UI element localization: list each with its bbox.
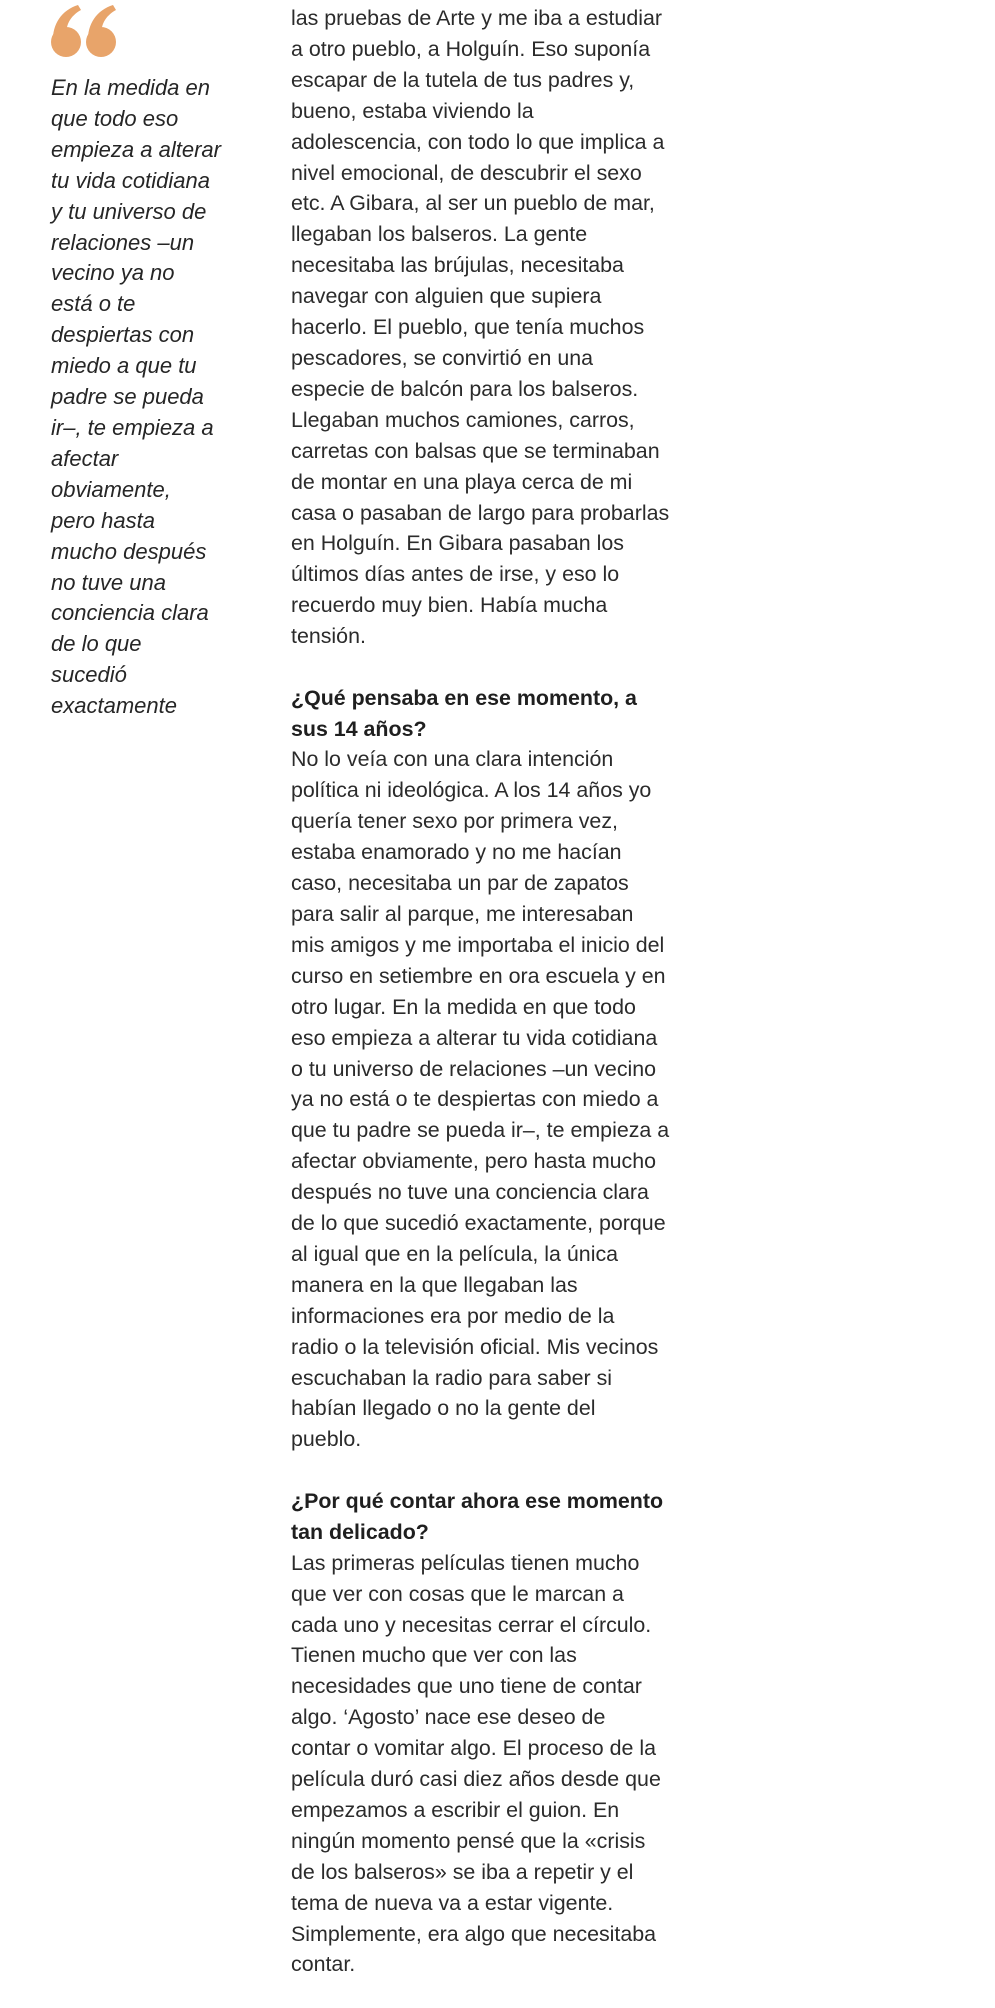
text-line: navegar con alguien que supiera xyxy=(291,284,602,309)
text-line: Tienen mucho que ver con las xyxy=(291,1643,577,1668)
text-line: ¿Qué pensaba en ese momento, a xyxy=(291,685,637,710)
text-line: llegaban los balseros. La gente xyxy=(291,222,588,247)
pull-quote-line: empieza a alterar xyxy=(51,136,221,162)
text-line: estaba enamorado y no me hacían xyxy=(291,840,622,865)
text-line: empezamos a escribir el guion. En xyxy=(291,1797,620,1822)
pull-quote-line: tu vida cotidiana xyxy=(51,167,210,193)
open-quote-icon xyxy=(50,2,122,60)
text-line: habían llegado o no la gente del xyxy=(291,1396,596,1421)
text-line: pueblo. xyxy=(291,1427,362,1452)
text-line: que tu padre se pueda ir–, te empieza a xyxy=(291,1118,670,1143)
pull-quote-line: miedo a que tu xyxy=(51,353,197,379)
pull-quote-line: está o te xyxy=(51,291,136,317)
text-line: Llegaban muchos camiones, carros, xyxy=(291,407,635,432)
text-line: ya no está o te despiertas con miedo a xyxy=(291,1087,659,1112)
text-line: pescadores, se convirtió en una xyxy=(291,345,594,370)
question-1 xyxy=(291,683,731,745)
text-line: escapar de la tutela de tus padres y, xyxy=(291,67,635,92)
text-line: contar. xyxy=(291,1952,356,1977)
text-line: especie de balcón para los balseros. xyxy=(291,376,639,401)
answer-1 xyxy=(291,744,731,1455)
text-line: No lo veía con una clara intención xyxy=(291,747,614,772)
text-line: cada uno y necesitas cerrar el círculo. xyxy=(291,1612,652,1637)
text-line: de montar en una playa cerca de mi xyxy=(291,469,633,494)
pull-quote-line: y tu universo de xyxy=(51,198,207,224)
text-line: de los balseros» se iba a repetir y el xyxy=(291,1859,634,1884)
pull-quote xyxy=(51,73,256,722)
text-line: mis amigos y me importaba el inicio del xyxy=(291,932,665,957)
text-line: ¿Por qué contar ahora ese momento xyxy=(291,1488,664,1513)
pull-quote-line: conciencia clara xyxy=(51,600,209,626)
text-line: a otro pueblo, a Holguín. Eso suponía xyxy=(291,36,651,61)
text-line: carretas con balsas que se terminaban xyxy=(291,438,660,463)
text-line: tema de nueva va a estar vigente. xyxy=(291,1890,614,1915)
text-line: al igual que en la película, la única xyxy=(291,1241,619,1266)
pull-quote-line: que todo eso xyxy=(51,105,179,131)
text-line: de lo que sucedió exactamente, porque xyxy=(291,1211,666,1236)
text-line: bueno, estaba viviendo la xyxy=(291,98,534,123)
text-line: radio o la televisión oficial. Mis vecinos xyxy=(291,1334,659,1359)
text-line: las pruebas de Arte y me iba a estudiar xyxy=(291,6,662,30)
text-line: afectar obviamente, pero hasta mucho xyxy=(291,1149,657,1174)
pull-quote-line: pero hasta xyxy=(51,507,155,533)
text-line: caso, necesitaba un par de zapatos xyxy=(291,871,629,896)
text-line: política ni ideológica. A los 14 años yo xyxy=(291,778,652,803)
text-line: últimos días antes de irse, y eso lo xyxy=(291,562,620,587)
text-line: otro lugar. En la medida en que todo xyxy=(291,994,636,1019)
text-line: informaciones era por medio de la xyxy=(291,1303,615,1328)
text-line: adolescencia, con todo lo que implica a xyxy=(291,129,665,154)
text-line: nivel emocional, de descubrir el sexo xyxy=(291,160,642,185)
text-line: escuchaban la radio para saber si xyxy=(291,1365,613,1390)
intro-paragraph xyxy=(291,3,731,652)
text-line: película duró casi diez años desde que xyxy=(291,1767,661,1792)
text-line: etc. A Gibara, al ser un pueblo de mar, xyxy=(291,191,655,216)
pull-quote-line: ir–, te empieza a xyxy=(51,414,214,440)
pull-quote-line: de lo que xyxy=(51,631,142,657)
text-line: sus 14 años? xyxy=(291,716,427,741)
answer-2 xyxy=(291,1548,731,1981)
text-line: eso empieza a alterar tu vida cotidiana xyxy=(291,1025,658,1050)
text-line: contar o vomitar algo. El proceso de la xyxy=(291,1736,657,1761)
text-line: tan delicado? xyxy=(291,1519,429,1544)
pull-quote-line: despiertas con xyxy=(51,322,195,348)
pull-quote-line: relaciones –un xyxy=(51,229,195,255)
text-line: Las primeras películas tienen mucho xyxy=(291,1550,640,1575)
pull-quote-line: En la medida en xyxy=(51,75,210,100)
pull-quote-line: sucedió xyxy=(51,662,127,688)
pull-quote-line: no tuve una xyxy=(51,569,166,595)
text-line: curso en setiembre en ora escuela y en xyxy=(291,963,666,988)
article-body xyxy=(291,3,731,1980)
text-line: algo. ‘Agosto’ nace ese deseo de xyxy=(291,1705,606,1730)
question-2 xyxy=(291,1486,731,1548)
pull-quote-line: afectar xyxy=(51,445,119,471)
text-line: recuerdo muy bien. Había mucha xyxy=(291,593,608,618)
pull-quote-line: padre se pueda xyxy=(51,384,204,410)
text-line: casa o pasaban de largo para probarlas xyxy=(291,500,670,525)
pull-quote-line: obviamente, xyxy=(51,476,171,502)
pull-quote-line: exactamente xyxy=(51,693,177,719)
text-line: o tu universo de relaciones –un vecino xyxy=(291,1056,657,1081)
text-line: Simplemente, era algo que necesitaba xyxy=(291,1921,657,1946)
quote-glyph xyxy=(51,5,116,57)
text-line: ningún momento pensé que la «crisis xyxy=(291,1828,646,1853)
paragraph-gap xyxy=(291,652,731,683)
text-line: que ver con cosas que le marcan a xyxy=(291,1581,624,1606)
pull-quote-line: vecino ya no xyxy=(51,260,175,286)
text-line: quería tener sexo por primera vez, xyxy=(291,809,618,834)
text-line: tensión. xyxy=(291,624,366,649)
text-line: necesitaba las brújulas, necesitaba xyxy=(291,253,624,278)
text-line: hacerlo. El pueblo, que tenía muchos xyxy=(291,315,645,340)
paragraph-gap xyxy=(291,1455,731,1486)
text-line: después no tuve una conciencia clara xyxy=(291,1180,649,1205)
text-line: necesidades que uno tiene de contar xyxy=(291,1674,642,1699)
text-line: manera en la que llegaban las xyxy=(291,1272,578,1297)
text-line: en Holguín. En Gibara pasaban los xyxy=(291,531,624,556)
pull-quote-line: mucho después xyxy=(51,538,207,564)
text-line: para salir al parque, me interesaban xyxy=(291,901,634,926)
